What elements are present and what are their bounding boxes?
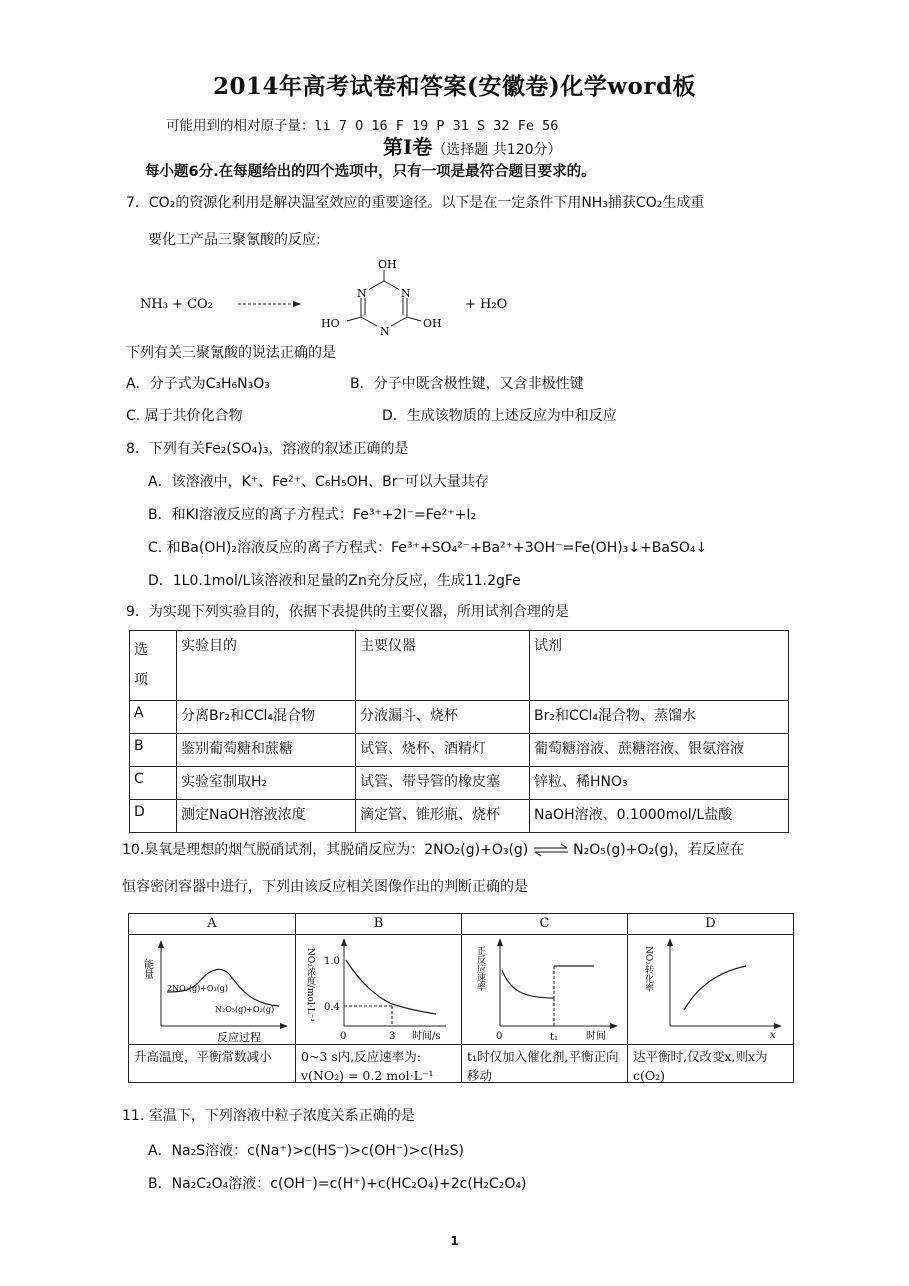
cell: 分液漏斗、烧杯 xyxy=(356,701,530,734)
graph-c-caption: t₁时仅加入催化剂,平衡正向移动 xyxy=(462,1044,627,1082)
graph-a xyxy=(129,914,296,1082)
page-number: 1 xyxy=(450,1234,459,1248)
graph-c xyxy=(462,914,628,1082)
q7-reactants: NH₃ + CO₂ xyxy=(140,297,213,312)
graph-c-plot xyxy=(462,934,626,1044)
cell: 实验室制取H₂ xyxy=(177,767,356,800)
q8-option-b: B．和KI溶液反应的离子方程式：Fe³⁺+2I⁻=Fe²⁺+I₂ xyxy=(148,507,477,523)
q7-option-d: D．生成该物质的上述反应为中和反应 xyxy=(382,408,617,424)
n-atom: N xyxy=(401,287,411,300)
graph-b-plot xyxy=(296,934,460,1044)
q11-option-b: B．Na₂C₂O₄溶液：c(OH⁻)=c(H⁺)+c(HC₂O₄)+2c(H₂C₂O₄) xyxy=(148,1176,527,1192)
cell: 锌粒、稀HNO₃ xyxy=(530,767,789,800)
cell: D xyxy=(130,800,177,833)
graph-c-ylabel: 正反应速率 xyxy=(475,946,485,991)
cell: C xyxy=(130,767,177,800)
oh-top: OH xyxy=(378,258,397,271)
q7-products: + H₂O xyxy=(465,297,508,312)
cell: 试管、烧杯、酒精灯 xyxy=(356,734,530,767)
q10-stem-part1: 10.臭氧是理想的烟气脱硝试剂，其脱硝反应为：2NO₂(g)+O₃(g) xyxy=(122,842,529,858)
cell: 葡萄糖溶液、蔗糖溶液、银氨溶液 xyxy=(530,734,789,767)
graph-a-products: N₂O₅(g)+O₂(g) xyxy=(215,1005,275,1014)
header-instruments: 主要仪器 xyxy=(356,631,530,701)
q11-option-a: A．Na₂S溶液：c(Na⁺)>c(HS⁻)>c(OH⁻)>c(H₂S) xyxy=(148,1143,465,1159)
bond-oh-left xyxy=(347,317,361,321)
header-purpose: 实验目的 xyxy=(177,631,356,701)
graph-d-label: D xyxy=(628,914,793,935)
q10-stem-line1 xyxy=(122,839,744,859)
graph-c-x0: 0 xyxy=(496,1031,503,1042)
graph-b-y-low: 0.4 xyxy=(324,1002,340,1013)
q7-stem-line1: 7．CO₂的资源化利用是解决温室效应的重要途径。以下是在一定条件下用NH₃捕获CO₂生成重 xyxy=(126,195,705,211)
axis-arrow xyxy=(667,938,673,946)
cell: NaOH溶液、0.1000mol/L盐酸 xyxy=(530,800,789,833)
q7-stem-line2: 要化工产品三聚氰酸的反应: xyxy=(148,232,321,248)
graph-a-ylabel: 能量 xyxy=(141,959,153,979)
table-row xyxy=(130,701,789,734)
axis-arrow xyxy=(280,1023,288,1029)
cell: 鉴别葡萄糖和蔗糖 xyxy=(177,734,356,767)
graph-b-caption: 0~3 s内,反应速率为: v(NO₂) = 0.2 mol·L⁻¹ xyxy=(296,1044,461,1082)
oh-right: OH xyxy=(423,317,442,330)
q7-option-c: C. 属于共价化合物 xyxy=(126,408,243,424)
cell: A xyxy=(130,701,177,734)
cell: 分离Br₂和CCl₄混合物 xyxy=(177,701,356,734)
q7-option-a: A．分子式为C₃H₆N₃O₃ xyxy=(126,376,270,392)
header-option-text: 选项 xyxy=(134,642,148,688)
q7-reaction-diagram xyxy=(135,255,555,335)
q10-stem-line2: 恒容密闭容器中进行，下列由该反应相关图像作出的判断正确的是 xyxy=(122,879,528,895)
table-header-row xyxy=(130,631,789,701)
q9-table xyxy=(129,630,789,833)
q10-stem-part2: N₂O₅(g)+O₂(g)，若反应在 xyxy=(573,842,744,858)
q8-stem: 8．下列有关Fe₂(SO₄)₃，溶液的叙述正确的是 xyxy=(126,441,409,457)
q10-graph-panel xyxy=(128,913,794,1083)
table-row xyxy=(130,734,789,767)
q7-question: 下列有关三聚氰酸的说法正确的是 xyxy=(126,345,336,361)
graph-a-plot xyxy=(129,934,294,1044)
cell: Br₂和CCl₄混合物、蒸馏水 xyxy=(530,701,789,734)
q8-option-d: D．1L0.1mol/L该溶液和足量的Zn充分反应，生成11.2gFe xyxy=(148,573,521,589)
axis-arrow xyxy=(610,1023,618,1029)
graph-a-xlabel: 反应过程 xyxy=(217,1031,261,1044)
header-reagents: 试剂 xyxy=(530,631,789,701)
instruction: 每小题6分.在每题给出的四个选项中，只有一项是最符合题目要求的。 xyxy=(145,164,596,180)
n-atom: N xyxy=(380,325,390,335)
n-atom: N xyxy=(357,287,367,300)
q7-option-b: B．分子中既含极性键，又含非极性键 xyxy=(350,376,584,392)
header-option xyxy=(130,631,177,701)
axis-arrow xyxy=(497,938,503,946)
graph-d xyxy=(628,914,793,1082)
axis-arrow xyxy=(774,1023,782,1029)
table-row xyxy=(130,800,789,833)
q9-stem: 9．为实现下列实验目的，依据下表提供的主要仪器，所用试剂合理的是 xyxy=(126,604,569,620)
cell: 试管、带导管的橡皮塞 xyxy=(356,767,530,800)
rate-curve xyxy=(502,970,554,998)
graph-c-label: C xyxy=(462,914,627,935)
section-title: 第Ⅰ卷 xyxy=(383,135,433,159)
arrow-head xyxy=(293,301,301,307)
graph-b-xlabel: 时间/s xyxy=(412,1031,441,1042)
equilibrium-arrow-icon xyxy=(533,843,569,857)
q11-stem: 11. 室温下，下列溶液中粒子浓度关系正确的是 xyxy=(122,1108,415,1124)
q8-option-a: A．该溶液中，K⁺、Fe²⁺、C₆H₅OH、Br⁻可以大量共存 xyxy=(148,474,489,490)
section-note: （选择题 共120分） xyxy=(432,142,562,158)
section-heading xyxy=(383,131,562,160)
graph-c-xlabel: 时间 xyxy=(586,1031,606,1042)
axis-arrow xyxy=(341,938,347,946)
graph-a-caption: 升高温度，平衡常数减小 xyxy=(129,1044,295,1082)
cell: 滴定管、锥形瓶、烧杯 xyxy=(356,800,530,833)
graph-b-x3: 3 xyxy=(389,1031,396,1042)
table-row xyxy=(130,767,789,800)
graph-d-xlabel: x xyxy=(770,1030,776,1041)
graph-a-reactants: 2NO₂(g)+O₃(g) xyxy=(167,984,229,993)
bond-oh-right xyxy=(407,317,421,321)
graph-d-ylabel: NO₂转化率 xyxy=(643,946,653,992)
conversion-curve xyxy=(684,966,746,1010)
graph-d-caption: 达平衡时,仅改变x,则x为c(O₂) xyxy=(628,1044,793,1082)
cell: B xyxy=(130,734,177,767)
cell: 测定NaOH溶液浓度 xyxy=(177,800,356,833)
graph-b-label: B xyxy=(296,914,461,935)
graph-b-y-high: 1.0 xyxy=(324,956,340,967)
axis-arrow xyxy=(158,940,164,948)
atomic-masses: 可能用到的相对原子量：li 7 O 16 F 19 P 31 S 32 Fe 56 xyxy=(166,118,559,134)
oh-left: HO xyxy=(321,317,340,330)
graph-d-plot xyxy=(628,934,792,1044)
graph-b-ylabel: NO₂浓度/mol·L⁻¹ xyxy=(305,948,315,1022)
graph-b xyxy=(296,914,462,1082)
graph-b-x0: 0 xyxy=(340,1031,347,1042)
page-title: 2014年高考试卷和答案(安徽卷)化学word板 xyxy=(212,73,697,100)
q8-option-c: C. 和Ba(OH)₂溶液反应的离子方程式：Fe³⁺+SO₄²⁻+Ba²⁺+3OH⁻=Fe(OH)₃↓+BaSO₄↓ xyxy=(148,540,708,556)
graph-c-t1: t₁ xyxy=(550,1032,559,1043)
graph-a-label: A xyxy=(129,914,295,935)
